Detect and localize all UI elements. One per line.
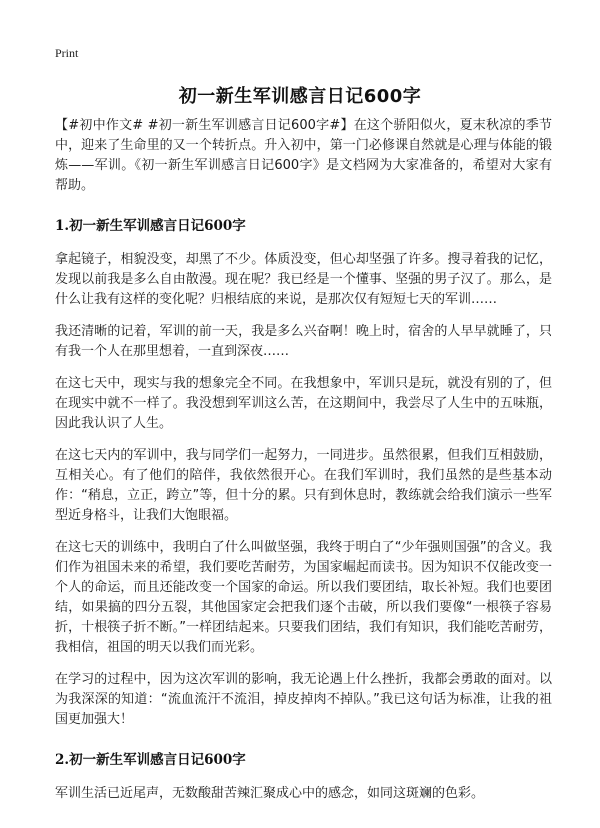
section-1-paragraph-3: 在这七天中，现实与我的想象完全不同。在我想象中，军训只是玩，就没有别的了，但在现实中就不一样了。我没想到军训这么苦，在这期间中，我尝尽了人生中的五味瓶，因此我认识了人生。 (55, 376, 552, 431)
section-1-paragraph-5: 在这七天的训练中，我明白了什么叫做坚强，我终于明白了“少年强则国强”的含义。我们作为祖国未来的希望，我们要吃苦耐劳，为国家崛起而读书。因为知识不仅能改变一个人的命运，而且还能改变一个国家的命运。所以我们要团结，取长补短。我们也要团结，如果搞的四分五裂，其他国家定会把我们逐个击破，所以我们要像“一根筷子容易折，十根筷子折不断。”一样团结起来。只要我们团结，我们有知识，我们能吃苦耐劳，我相信，祖国的明天以我们而光彩。 (55, 540, 552, 655)
page-title: 初一新生军训感言日记600字 (178, 86, 422, 107)
section-1-paragraph-4: 在这七天内的军训中，我与同学们一起努力，一同进步。虽然很累，但我们互相鼓励，互相关心。有了他们的陪伴，我依然很开心。在我们军训时，我们虽然的是些基本动作：“稍息，立正，跨立”等，但十分的累。只有到休息时，教练就会给我们演示一些军型近身格斗，让我们大饱眼福。 (55, 448, 552, 523)
section-1-paragraph-1: 拿起镜子，相貌没变，却黑了不少。体质没变，但心却坚强了许多。搜寻着我的记忆，发现以前我是多么自由散漫。现在呢？我已经是一个懂事、坚强的男子汉了。那么，是什么让我有这样的变化呢？归根结底的来说，是那次仅有短短七天的军训…… (55, 252, 552, 307)
article-body (55, 116, 552, 816)
section-1-paragraph-2: 我还清晰的记着，军训的前一天，我是多么兴奋啊！晚上时，宿舍的人早早就睡了，只有我一个人在那里想着，一直到深夜…… (55, 324, 552, 359)
section-heading-2: 2.初一新生军训感言日记600字 (55, 752, 246, 768)
section-heading-1: 1.初一新生军训感言日记600字 (55, 218, 246, 234)
section-1-paragraph-6: 在学习的过程中，因为这次军训的影响，我无论遇上什么挫折，我都会勇敢的面对。以为我深深的知道：“流血流汗不流泪，掉皮掉肉不掉队。”我已这句话为标准，让我的祖国更加强大！ (55, 672, 552, 727)
section-2-paragraph-1: 军训生活已近尾声，无数酸甜苦辣汇聚成心中的感念，如同这斑斓的色彩。 (55, 786, 485, 801)
intro-paragraph: 【#初中作文# #初一新生军训感言日记600字#】在这个骄阳似火，夏末秋凉的季节中，迎来了生命里的又一个转折点。升入初中，第一门必修课自然就是心理与体能的锻炼——军训。《初一新生军训感言日记600字》是文档网为大家准备的，希望对大家有帮助。 (55, 118, 552, 193)
print-label[interactable]: Print (55, 46, 79, 60)
